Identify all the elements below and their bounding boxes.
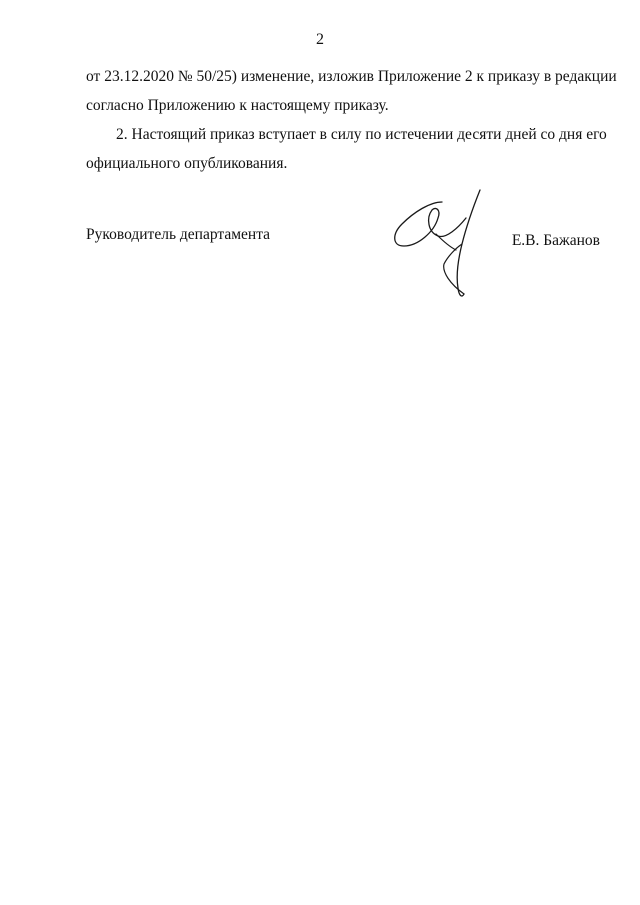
signatory-name: Е.В. Бажанов <box>511 232 600 249</box>
paragraph-1 <box>86 62 617 120</box>
page-number: 2 <box>316 31 324 48</box>
paragraph-2-line-2: официального опубликования. <box>86 155 288 172</box>
paragraph-2-line-1: 2. Настоящий приказ вступает в силу по истечении десяти дней со дня его <box>116 126 607 143</box>
signatory-position: Руководитель департамента <box>86 226 271 243</box>
paragraph-2 <box>86 120 607 178</box>
handwritten-signature <box>386 188 486 303</box>
paragraph-1-line-1: от 23.12.2020 № 50/25) изменение, изложив Приложение 2 к приказу в редакции <box>86 68 617 85</box>
signature-block <box>86 226 600 316</box>
paragraph-1-line-2: согласно Приложению к настоящему приказу. <box>86 97 389 114</box>
